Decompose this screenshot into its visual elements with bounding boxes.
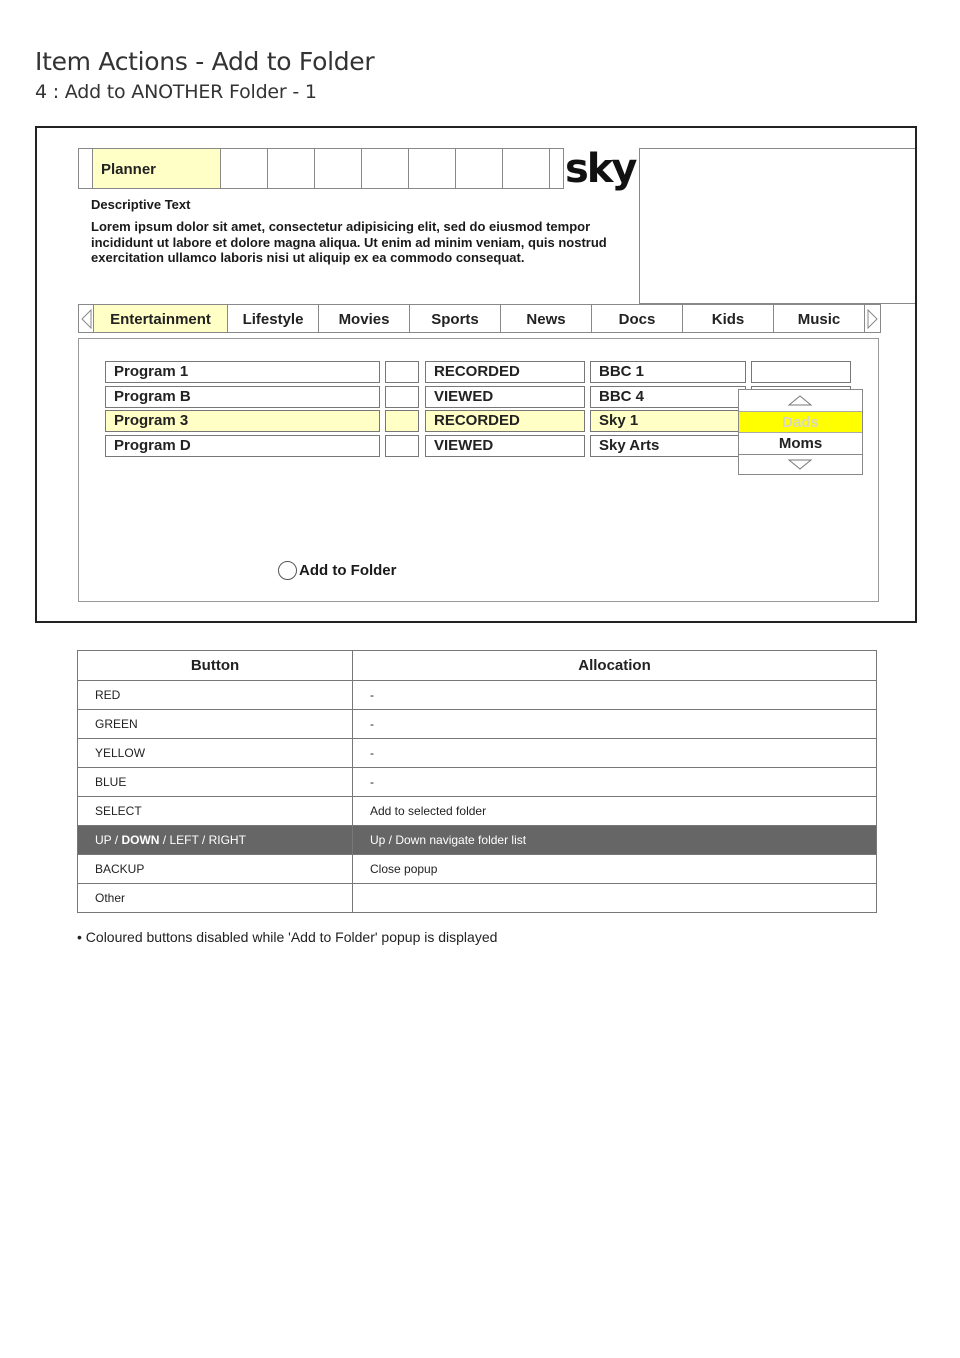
program-channel: BBC 1 [590,361,746,383]
page-title: Item Actions - Add to Folder [35,47,375,76]
column-header-allocation: Allocation [353,651,877,681]
table-row [78,884,877,913]
table-row [78,855,877,884]
header-empty-tab[interactable] [268,148,315,189]
program-name: Program B [105,386,380,408]
table-row [78,739,877,768]
program-extra-cell [751,361,851,383]
footnote: • Coloured buttons disabled while 'Add to Folder' popup is displayed [77,929,498,945]
allocation-cell: Close popup [353,855,877,884]
program-flag-cell [385,410,419,432]
chevron-right-icon [867,309,878,329]
table-row [78,681,877,710]
planner-tab[interactable]: Planner [93,148,221,189]
allocation-cell: Up / Down navigate folder list [353,826,877,855]
program-flag-cell [385,361,419,383]
page-subtitle: 4 : Add to ANOTHER Folder - 1 [35,81,317,103]
allocation-cell: - [353,710,877,739]
button-text: UP / [95,833,122,847]
description-title: Descriptive Text [91,197,191,212]
header-empty-tab[interactable] [315,148,362,189]
allocation-cell: - [353,739,877,768]
add-to-folder-label: Add to Folder [299,562,397,579]
tab-kids[interactable]: Kids [683,304,774,333]
button-allocation-table [77,650,877,913]
program-status: RECORDED [425,410,585,432]
folder-option-selected[interactable]: Dads [739,411,862,433]
header-empty-tab[interactable] [362,148,409,189]
allocation-cell: Add to selected folder [353,797,877,826]
program-status: VIEWED [425,435,585,457]
program-flag-cell [385,435,419,457]
tab-news[interactable]: News [501,304,592,333]
button-cell: GREEN [78,710,353,739]
video-preview-box [639,148,917,304]
program-status: RECORDED [425,361,585,383]
chevron-up-icon [739,390,862,411]
tab-movies[interactable]: Movies [319,304,410,333]
program-name: Program 3 [105,410,380,432]
header-tab-bar [78,148,564,189]
allocation-cell [353,884,877,913]
button-cell: Other [78,884,353,913]
category-left-arrow[interactable] [78,304,94,333]
header-empty-tab[interactable] [503,148,550,189]
program-channel: BBC 4 [590,386,746,408]
folder-option[interactable]: Moms [778,435,823,452]
header-tail-cell [550,148,564,189]
folder-popup [738,389,863,475]
button-cell: BLUE [78,768,353,797]
button-cell [78,826,353,855]
tab-entertainment[interactable]: Entertainment [94,304,228,333]
button-text: / LEFT / RIGHT [159,833,246,847]
table-row-highlighted [78,826,877,855]
chevron-left-icon [81,309,92,329]
scroll-up-button[interactable] [739,390,862,411]
allocation-cell: - [353,681,877,710]
program-channel: Sky Arts [590,435,746,457]
header-lead-cell [78,148,93,189]
program-flag-cell [385,386,419,408]
button-cell: BACKUP [78,855,353,884]
button-cell: SELECT [78,797,353,826]
program-name: Program D [105,435,380,457]
header-empty-tab[interactable] [409,148,456,189]
tab-docs[interactable]: Docs [592,304,683,333]
program-channel: Sky 1 [590,410,746,432]
tab-sports[interactable]: Sports [410,304,501,333]
header-empty-tab[interactable] [456,148,503,189]
description-body: Lorem ipsum dolor sit amet, consectetur adipisicing elit, sed do eiusmod tempor incididunt ut labore et dolore magna aliqua. Ut enim ad minim veniam, quis nostrud exercitation ullamco laboris nisi ut aliquip ex ea commodo consequat. [91,219,607,265]
category-tab-bar [78,304,881,333]
tab-lifestyle[interactable]: Lifestyle [228,304,319,333]
table-row[interactable] [79,361,878,383]
allocation-cell: - [353,768,877,797]
scroll-down-button[interactable] [739,454,862,474]
button-text-emphasis: DOWN [121,833,160,847]
radio-icon[interactable] [278,561,297,580]
table-header-row [78,651,877,681]
program-status: VIEWED [425,386,585,408]
button-cell: RED [78,681,353,710]
header-empty-tab[interactable] [221,148,268,189]
add-to-folder-option[interactable] [278,561,397,580]
button-cell: YELLOW [78,739,353,768]
chevron-down-icon [739,455,862,474]
table-row [78,768,877,797]
program-name: Program 1 [105,361,380,383]
column-header-button: Button [78,651,353,681]
table-row [78,710,877,739]
tv-screen-frame [35,126,917,623]
sky-logo: sky [565,146,636,192]
category-right-arrow[interactable] [865,304,881,333]
tab-music[interactable]: Music [774,304,865,333]
table-row [78,797,877,826]
